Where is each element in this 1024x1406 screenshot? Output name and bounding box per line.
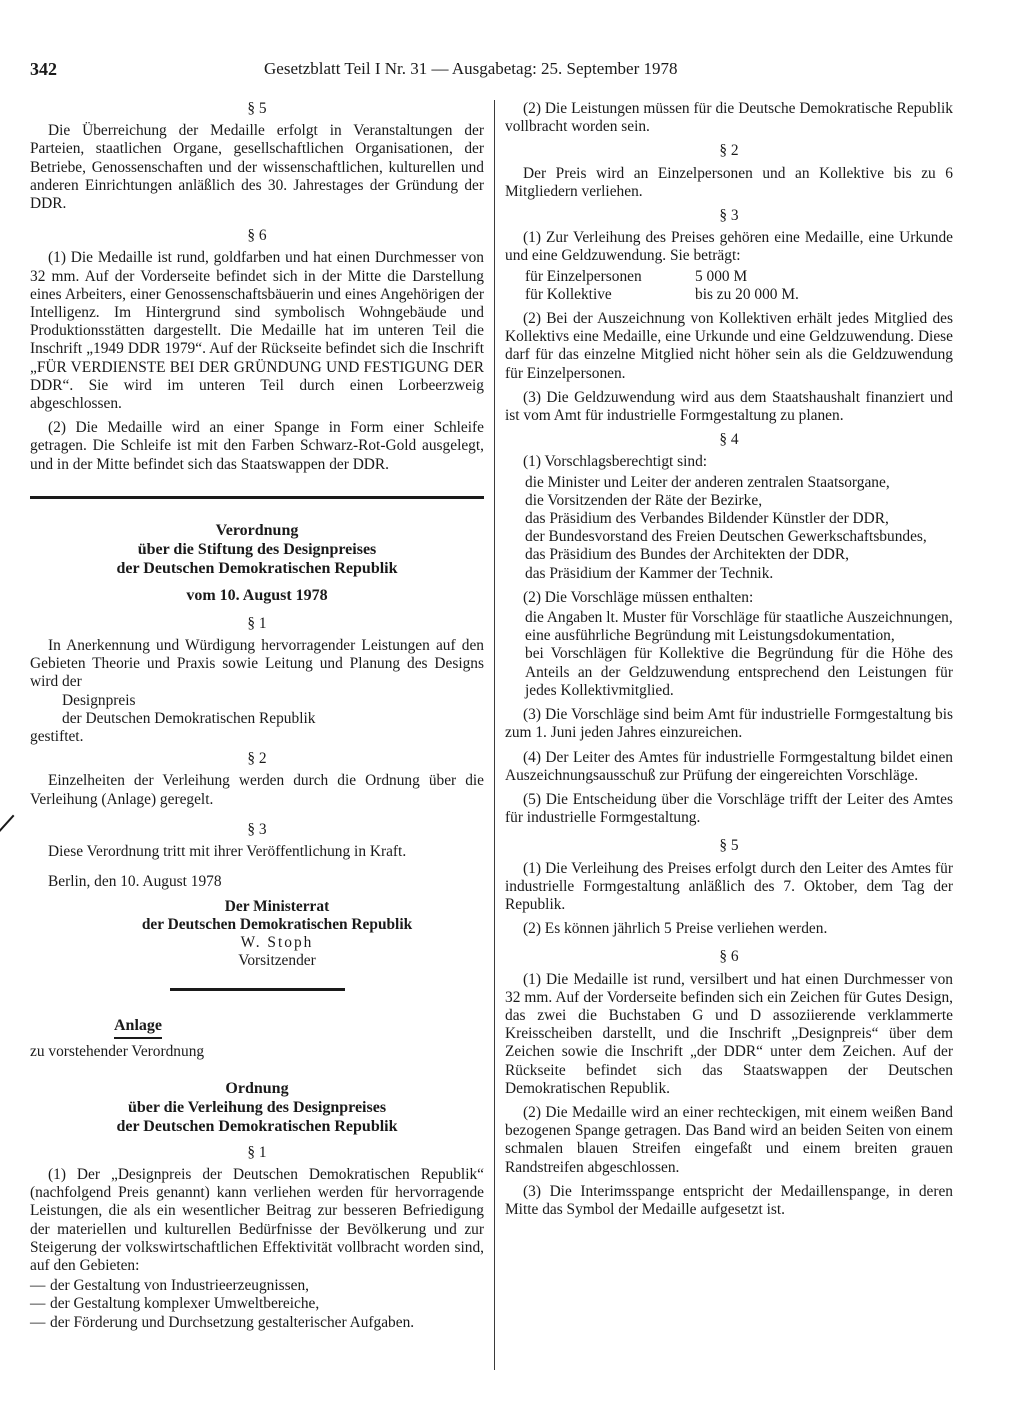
right-column xyxy=(505,100,953,1225)
section-heading: § 4 xyxy=(719,431,739,449)
amount-label: für Einzelpersonen xyxy=(525,267,642,285)
amount-row xyxy=(505,268,953,286)
signature-role: Vorsitzender xyxy=(238,952,316,970)
prize-name-line: Designpreis xyxy=(62,691,136,709)
paragraph: Der Preis wird an Einzelpersonen und an Kollektive bis zu 6 Mitgliedern verliehen. xyxy=(505,164,953,200)
paragraph: (1) Die Medaille ist rund, versilbert und hat einen Durchmesser von 32 mm. Auf der Vorderseite befinden sich ein Zeichen für Gutes Design, das zwei die Buchstaben G und D assoziierende verklammerte Kreisscheiben darstellt, und die Inschrift „Designpreis“ über dem Zeichen sowie die Inschrift „der DDR“ unter dem Zeichen. Auf der Rückseite befindet sich das Staatswappen der Deutschen Demokratischen Republik. xyxy=(505,970,953,1097)
order-title-line: der Deutschen Demokratischen Republik xyxy=(116,1117,398,1135)
list-item: eine ausführliche Begründung mit Leistungsdokumentation, xyxy=(525,627,895,645)
prize-name xyxy=(30,692,484,728)
short-rule xyxy=(170,988,345,991)
decree-title-line: der Deutschen Demokratischen Republik xyxy=(116,559,398,577)
decree-title-line: Verordnung xyxy=(215,521,299,539)
paragraph: Die Überreichung der Medaille erfolgt in Veranstaltungen der Parteien, staatlichen Organe, gesellschaftlichen Organisationen, der Betriebe, Genossenschaften und der wissenschaftlichen, kulturellen und anderen Einrichtungen anläßlich des 30. Jahrestages der Gründung der DDR. xyxy=(30,122,484,213)
signature-name: W. Stoph xyxy=(240,933,314,951)
paragraph: (5) Die Entscheidung über die Vorschläge trifft der Leiter des Amtes für industrielle Formgestaltung. xyxy=(505,790,953,827)
annex-label-wrap xyxy=(30,1017,484,1038)
amount-label: für Kollektive xyxy=(525,285,612,303)
list-item: — der Gestaltung von Industrieerzeugnissen, xyxy=(30,1277,310,1295)
section-heading: § 3 xyxy=(247,820,267,838)
signature-body: Der Ministerrat xyxy=(224,897,330,915)
section-heading: § 1 xyxy=(247,614,267,632)
section-heading: § 2 xyxy=(719,142,739,160)
section-heading: § 2 xyxy=(247,750,267,768)
short-rule-wrap xyxy=(170,988,345,991)
annex-label: Anlage xyxy=(114,1017,162,1038)
list-item: — der Gestaltung komplexer Umweltbereiche, xyxy=(30,1295,320,1313)
amount-row xyxy=(505,286,953,304)
paragraph: (1) Die Verleihung des Preises erfolgt durch den Leiter des Amtes für industrielle Formgestaltung anläßlich des 7. Oktober, dem Tag der Republik. xyxy=(505,859,953,913)
page-number: 342 xyxy=(30,59,57,79)
paragraph: (2) Bei der Auszeichnung von Kollektiven erhält jedes Mitglied des Kollektivs eine Medaille, eine Urkunde und eine Geldzuwendung. Diese darf für das einzelne Mitglied nicht höher sein als die Geldzuwendung für Einzelpersonen. xyxy=(505,310,953,382)
margin-pen-mark xyxy=(0,815,14,836)
paragraph: Diese Verordnung tritt mit ihrer Veröffentlichung in Kraft. xyxy=(48,843,407,861)
section-heading: § 1 xyxy=(247,1143,267,1161)
page-header xyxy=(30,59,974,85)
amount-value: 5 000 M xyxy=(695,267,748,285)
proposers-list xyxy=(505,474,953,583)
paragraph: (3) Die Vorschläge sind beim Amt für industrielle Formgestaltung bis zum 1. Juni jeden Jahres einzureichen. xyxy=(505,706,953,742)
list-item: die Vorsitzenden der Räte der Bezirke, xyxy=(525,491,763,509)
list-item: das Präsidium des Verbandes Bildender Künstler der DDR, xyxy=(525,510,889,528)
paragraph: (3) Die Interimsspange entspricht der Medaillenspange, in deren Mitte das Symbol der Medaille aufgesetzt ist. xyxy=(505,1182,953,1218)
paragraph: In Anerkennung und Würdigung hervorragender Leistungen auf den Gebieten Theorie und Praxis sowie Leitung und Planung des Designs wird der xyxy=(30,637,484,691)
list-item: die Angaben lt. Muster für Vorschläge für staatliche Auszeichnungen, xyxy=(525,609,953,627)
paragraph: (4) Der Leiter des Amtes für industrielle Formgestaltung bildet einen Auszeichnungsausschuß zur Prüfung der eingereichten Vorschläge. xyxy=(505,748,953,784)
amount-list xyxy=(505,268,953,304)
paragraph: (1) Vorschlagsberechtigt sind: xyxy=(523,453,708,471)
paragraph: (1) Die Medaille ist rund, goldfarben und hat einen Durchmesser von 32 mm. Auf der Vorderseite befindet sich in der Mitte die Darstellung eines Arbeiters, einer Genossenschaftsbäuerin und eines Angehörigen der Intelligenz. Im Hintergrund sind symbolisch Wohngebäude und Produktionsstätten dargestellt. Die Medaille hat im unteren Teil die Inschrift „1949 DDR 1979“. Auf der Rückseite befindet sich die Inschrift „FÜR VERDIENSTE BEI DER GRÜNDUNG UND FESTIGUNG DER DDR“. Sie wird im unteren Teil durch einen Lorbeerzweig abgeschlossen. xyxy=(30,249,484,413)
annex-subtitle: zu vorstehender Verordnung xyxy=(30,1042,205,1060)
paragraph: (2) Die Leistungen müssen für die Deutsche Demokratische Republik vollbracht worden sein. xyxy=(505,100,953,136)
section-heading: § 6 xyxy=(247,227,267,245)
paragraph: (1) Zur Verleihung des Preises gehören eine Medaille, eine Urkunde und eine Geldzuwendung. Sie beträgt: xyxy=(505,229,953,265)
left-column xyxy=(30,100,484,1338)
prize-name-line: der Deutschen Demokratischen Republik xyxy=(62,709,316,727)
decree-title xyxy=(30,521,484,605)
paragraph: (2) Es können jährlich 5 Preise verliehen werden. xyxy=(523,920,828,938)
decree-title-line: über die Stiftung des Designpreises xyxy=(137,540,377,558)
amount-value: bis zu 20 000 M. xyxy=(695,285,799,303)
section-heading: § 6 xyxy=(719,948,739,966)
running-title: Gesetzblatt Teil I Nr. 31 — Ausgabetag: 25. September 1978 xyxy=(264,59,678,78)
list-item: der Bundesvorstand des Freien Deutschen Gewerkschaftsbundes, xyxy=(525,528,927,546)
fields-list xyxy=(30,1277,484,1332)
column-divider xyxy=(494,100,495,1370)
paragraph: (1) Der „Designpreis der Deutschen Demokratischen Republik“ (nachfolgend Preis genannt) kann verliehen werden für hervorragende Leistungen, die als ein wesentlicher Beitrag zur besseren Befriedigung der materiellen und kulturellen Bedürfnisse der Bevölkerung und zur Steigerung der volkswirtschaftlichen Effektivität vollbracht worden sind, auf den Gebieten: xyxy=(30,1165,484,1274)
section-heading: § 5 xyxy=(247,100,267,117)
signature-body: der Deutschen Demokratischen Republik xyxy=(141,915,413,933)
order-title xyxy=(30,1079,484,1136)
paragraph: (3) Die Geldzuwendung wird aus dem Staatshaushalt finanziert und ist vom Amt für industrielle Formgestaltung zu planen. xyxy=(505,388,953,425)
requirements-list xyxy=(505,609,953,700)
paragraph: (2) Die Medaille wird an einer Spange in Form einer Schleife getragen. Die Schleife ist mit den Farben Schwarz-Rot-Gold ausgelegt, und in der Mitte befindet sich das Staatswappen der DDR. xyxy=(30,419,484,473)
list-item: das Präsidium der Kammer der Technik. xyxy=(525,564,774,582)
section-heading: § 3 xyxy=(719,207,739,225)
list-item: die Minister und Leiter der anderen zentralen Staatsorgane, xyxy=(525,473,890,491)
paragraph-end: gestiftet. xyxy=(30,728,84,746)
place-date: Berlin, den 10. August 1978 xyxy=(48,873,222,891)
signature-block xyxy=(30,898,484,971)
section-heading: § 5 xyxy=(719,837,739,855)
decree-date: vom 10. August 1978 xyxy=(186,586,328,604)
paragraph: Einzelheiten der Verleihung werden durch die Ordnung über die Verleihung (Anlage) geregelt. xyxy=(30,772,484,808)
paragraph: (2) Die Vorschläge müssen enthalten: xyxy=(523,588,754,606)
list-item: — der Förderung und Durchsetzung gestalterischer Aufgaben. xyxy=(30,1313,415,1331)
list-item: bei Vorschlägen für Kollektive die Begründung für die Höhe des Anteils an der Geldzuwendung entsprechend den Leistungen für jedes Kollektivmitglied. xyxy=(525,645,953,699)
order-title-line: Ordnung xyxy=(225,1079,289,1097)
order-title-line: über die Verleihung des Designpreises xyxy=(127,1098,387,1116)
list-item: das Präsidium des Bundes der Architekten der DDR, xyxy=(525,546,849,564)
paragraph: (2) Die Medaille wird an einer rechteckigen, mit einem weißen Band bezogenen Spange getragen. Das Band wird an beiden Seiten von einem schmalen blauen Streifen eingefaßt und einem breiten grauen Randstreifen abgeschlossen. xyxy=(505,1103,953,1176)
